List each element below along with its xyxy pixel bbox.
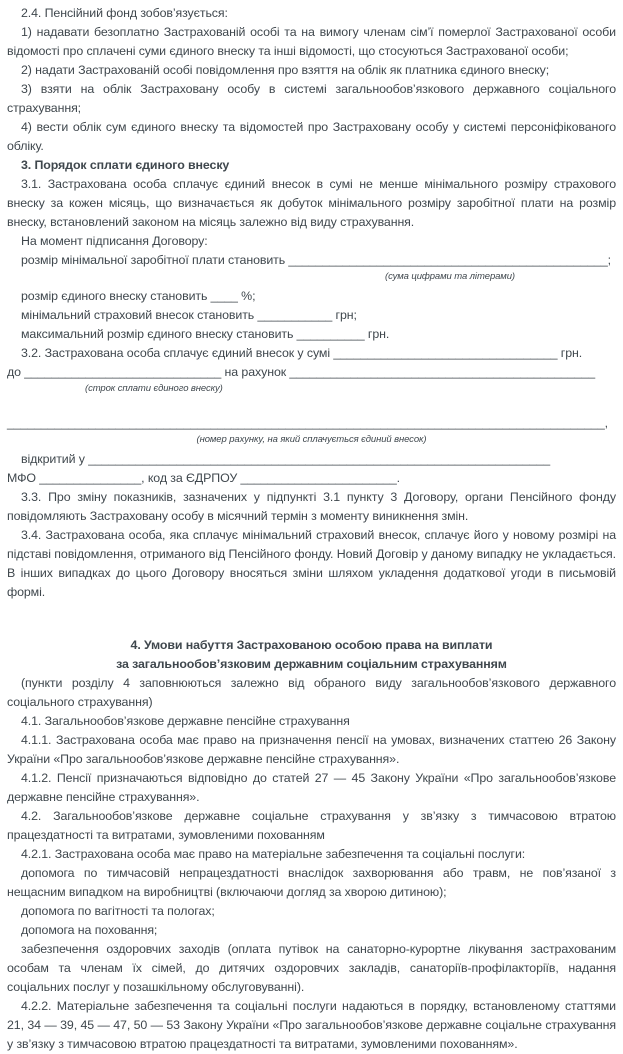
section-4-heading-line-2: за загальнообов’язковим державним соціальним страхуванням <box>116 657 507 671</box>
clause-3-4: 3.4. Застрахована особа, яка сплачує мінімальний страховий внесок, сплачує його у новому розмірі на підставі повідомлення, отриманого від Пенсійного фонду. Новий Договір у даному випадку не укладається. В інших випадках до цього Договору вносяться зміни шляхом укладення додаткової угоди в письмовій формі. <box>7 528 616 599</box>
clause-2-4-item-2: 2) надати Застрахованій особі повідомлення про взяття на облік як платника єдиного внеску; <box>21 63 550 77</box>
caption-sum: (сума цифрами та літерами) <box>385 271 515 282</box>
clause-3-1-note: На момент підписання Договору: <box>21 234 208 248</box>
caption-account: (номер рахунку, на який сплачується єдиний внесок) <box>196 434 427 445</box>
clause-4-1-2: 4.1.2. Пенсії призначаються відповідно до статей 27 — 45 Закону України «Про загальнообов’язкове державне пенсійне страхування». <box>7 771 616 804</box>
field-min-insurance: мінімальний страховий внесок становить ___________ грн; <box>21 308 357 322</box>
field-clause-3-2-sum: 3.2. Застрахована особа сплачує єдиний внесок у сумі _________________________________ грн. <box>21 346 583 360</box>
clause-2-4-item-1: 1) надавати безоплатно Застрахованій особі та на вимогу членам сім’ї померлої Застрахованої особи відомості про сплачені суми єдиного внеску та інші відомості, що стосуються Застрахованої особи; <box>7 25 616 58</box>
section-3-heading: 3. Порядок сплати єдиного внеску <box>21 158 230 172</box>
section-4-heading-line-1: 4. Умови набуття Застрахованою особою права на виплати <box>130 638 493 652</box>
field-opened-at: відкритий у ____________________________________________________________________ <box>21 452 550 466</box>
caption-term: (строк сплати єдиного внеску) <box>85 383 223 394</box>
field-account-number: ________________________________________________________________________________________, <box>7 416 608 430</box>
clause-4-2-2: 4.2.2. Матеріальне забезпечення та соціальні послуги надаються в порядку, встановленому статтями 21, 34 — 39, 45 — 47, 50 — 53 Закону України «Про загальнообов’язкове державне соціальне страхування у зв’язку з тимчасовою втратою працездатності та витратами, зумовленими похованням». <box>7 999 616 1051</box>
clause-4-2-1-d: забезпечення оздоровчих заходів (оплата путівок на санаторно-курортне лікування застрахованим особам та членам їх сімей, до дитячих оздоровчих закладів, санаторіїв-профілакторіїв, надання соціальних послуг у позашкільному обслуговуванні). <box>7 942 616 994</box>
clause-4-1: 4.1. Загальнообов’язкове державне пенсійне страхування <box>21 714 350 728</box>
section-4-note: (пункти розділу 4 заповнюються залежно від обраного виду загальнообов’язкового державного соціального страхування) <box>7 676 616 709</box>
clause-2-4: 2.4. Пенсійний фонд зобов’язується: <box>21 6 228 20</box>
clause-4-2: 4.2. Загальнообов’язкове державне соціальне страхування у зв’язку з тимчасовою втратою працездатності та витратами, зумовленими похованням <box>7 809 616 842</box>
field-term-account: до _____________________________ на рахунок _____________________________________________ <box>7 365 595 379</box>
clause-4-2-1-a: допомога по тимчасовій непрацездатності внаслідок захворювання або травм, не пов’язаної з нещасним випадком на виробництві (включаючи догляд за хворою дитиною); <box>7 866 616 899</box>
clause-2-4-item-4: 4) вести облік сум єдиного внеску та відомостей про Застраховану особу у системі персоніфікованого обліку. <box>7 120 616 153</box>
clause-4-2-1: 4.2.1. Застрахована особа має право на матеріальне забезпечення та соціальні послуги: <box>21 847 526 861</box>
spacer-large <box>7 602 616 636</box>
field-contribution-rate: розмір єдиного внеску становить ____ %; <box>21 289 256 303</box>
clause-4-2-1-b: допомога по вагітності та пологах; <box>21 904 215 918</box>
field-mfo-edrpou: МФО _______________, код за ЄДРПОУ _______________________. <box>7 471 400 485</box>
clause-3-1: 3.1. Застрахована особа сплачує єдиний внесок в сумі не менше мінімального розміру страхового внеску за кожен місяць, що визначається як добуток мінімального розміру заробітної плати на розмір внеску, встановлений законом на місяць залежно від виду страхування. <box>7 177 616 229</box>
clause-2-4-item-3: 3) взяти на облік Застраховану особу в системі загальнообов’язкового державного соціального страхування; <box>7 82 616 115</box>
clause-3-3: 3.3. Про зміну показників, зазначених у підпункті 3.1 пункту 3 Договору, органи Пенсійного фонду повідомляють Застраховану особу в місячний термін з моменту виникнення змін. <box>7 490 616 523</box>
clause-4-1-1: 4.1.1. Застрахована особа має право на призначення пенсії на умовах, визначених статтею 26 Закону України «Про загальнообов’язкове державне пенсійне страхування». <box>7 733 616 766</box>
field-max-contribution: максимальний розмір єдиного внеску становить __________ грн. <box>21 327 390 341</box>
spacer-small <box>7 399 616 414</box>
clause-4-2-1-c: допомога на поховання; <box>21 923 158 937</box>
field-min-wage: розмір мінімальної заробітної плати становить _______________________________________________; <box>21 253 611 267</box>
